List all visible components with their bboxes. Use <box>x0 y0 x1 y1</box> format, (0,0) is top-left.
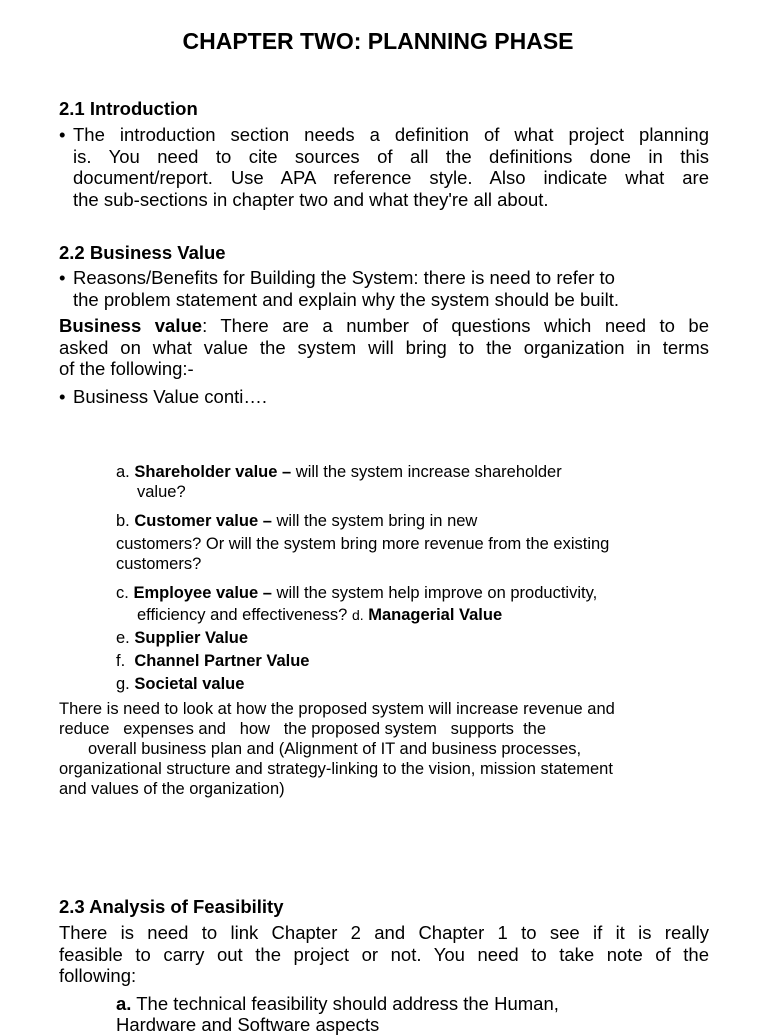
chapter-title: CHAPTER TWO: PLANNING PHASE <box>182 28 574 54</box>
closing-paragraph <box>59 699 615 799</box>
business-value-conti: Business Value conti…. <box>73 386 268 407</box>
section-heading-introduction: 2.1 Introduction <box>59 98 198 119</box>
feasibility-paragraph <box>59 922 709 987</box>
list-item-shareholder: a. Shareholder value – will the system increase shareholder <box>116 463 562 481</box>
reasons-paragraph <box>73 267 619 310</box>
section-heading-business-value: 2.2 Business Value <box>59 242 226 263</box>
text-line: reduce expenses and how the proposed system supports the <box>59 720 547 738</box>
text-line: overall business plan and (Alignment of IT and business processes, <box>88 740 582 758</box>
list-item-channel-partner: f. Channel Partner Value <box>116 652 310 670</box>
list-item-customer-cont: customers? Or will the system bring more revenue from the existing <box>116 535 610 553</box>
text-line: Reasons/Benefits for Building the System: there is need to refer to <box>73 267 615 288</box>
list-item-customer-cont2: customers? <box>116 555 202 573</box>
list-item-managerial: Managerial Value <box>368 606 503 624</box>
business-value-term: Business value <box>59 315 203 336</box>
text-line: the sub-sections in chapter two and what they're all about. <box>73 188 549 210</box>
list-item-customer: b. Customer value – will the system bring in new <box>116 512 478 530</box>
text-line: the problem statement and explain why the system should be built. <box>73 288 620 310</box>
bullet-icon: • <box>59 386 66 407</box>
text-line: is. You need to cite sources of all the definitions done in this <box>73 145 709 167</box>
text-line: and values of the organization) <box>59 780 285 798</box>
text-line: organizational structure and strategy-linking to the vision, mission statement <box>59 760 613 778</box>
text-line: document/report. Use APA reference style. Also indicate what are <box>73 167 709 188</box>
text-line: asked on what value the system will bring to the organization in terms <box>59 336 709 358</box>
text-line: There is need to link Chapter 2 and Chapter 1 to see if it is really <box>59 922 709 943</box>
text-line: The introduction section needs a definition of what project planning <box>73 124 709 145</box>
list-item-societal: g. Societal value <box>116 675 245 693</box>
bullet-icon: • <box>59 267 66 288</box>
bullet-icon: • <box>59 124 66 145</box>
text-line: of the following:- <box>59 358 194 379</box>
business-value-paragraph: Business value: There are a number of questions which need to be asked on what value the system will bring to the organization in terms of the following:- <box>59 315 709 379</box>
text-line: feasible to carry out the project or not. You need to take note of the <box>59 943 709 965</box>
list-item-employee: c. Employee value – will the system help improve on productivity, <box>116 584 598 602</box>
list-item-supplier: e. Supplier Value <box>116 629 249 647</box>
list-item-shareholder-cont: value? <box>137 483 186 501</box>
introduction-paragraph <box>73 124 709 210</box>
list-item-technical-cont: Hardware and Software aspects <box>116 1014 380 1035</box>
list-item-employee-cont: efficiency and effectiveness? d. Managerial Value <box>137 606 503 624</box>
text-line: There is need to look at how the proposed system will increase revenue and <box>59 700 615 718</box>
text-line: following: <box>59 965 137 986</box>
section-heading-feasibility: 2.3 Analysis of Feasibility <box>59 896 284 917</box>
list-item-technical: a. The technical feasibility should address the Human, <box>116 993 559 1014</box>
